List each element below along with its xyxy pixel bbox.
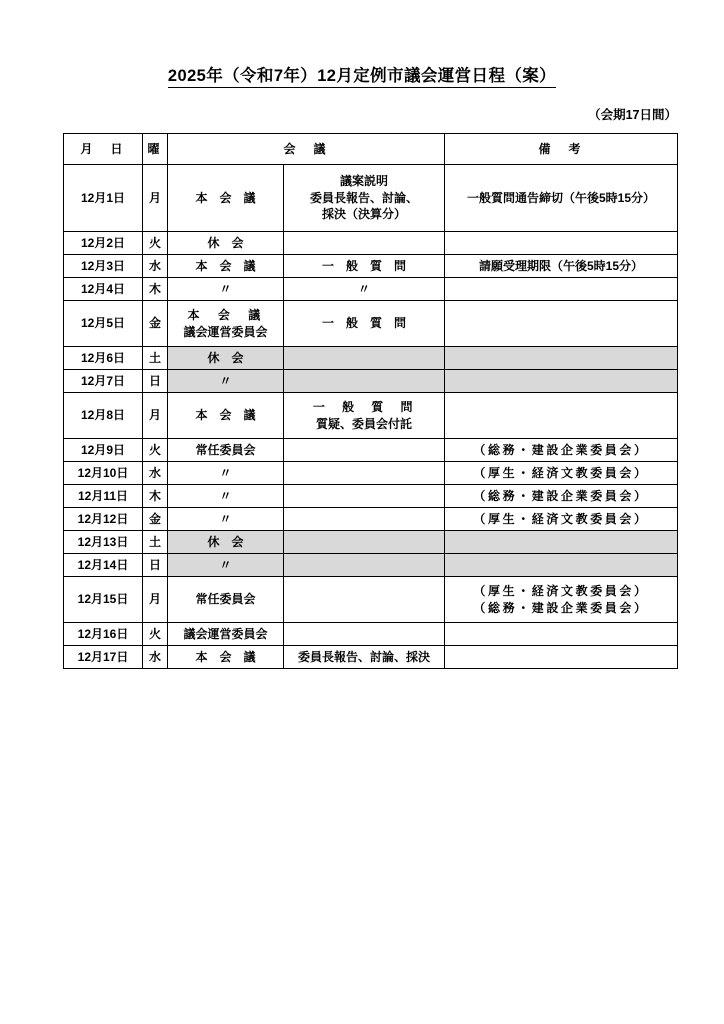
cell-meeting-secondary (284, 485, 445, 508)
table-row (64, 577, 678, 623)
table-row (64, 232, 678, 255)
table-row (64, 347, 678, 370)
cell-remarks: （厚生・経済文教委員会） （総務・建設企業委員会） (445, 577, 678, 623)
cell-meeting-primary: 常任委員会 (168, 577, 284, 623)
cell-day: 金 (143, 508, 168, 531)
cell-remarks (445, 531, 678, 554)
cell-remarks (445, 347, 678, 370)
cell-meeting-secondary (284, 439, 445, 462)
table-row (64, 646, 678, 669)
cell-day: 火 (143, 439, 168, 462)
cell-meeting-primary: 本 会 議 議会運営委員会 (168, 301, 284, 347)
table-row (64, 531, 678, 554)
cell-day: 木 (143, 278, 168, 301)
cell-meeting-secondary (284, 232, 445, 255)
cell-date: 12月6日 (64, 347, 143, 370)
cell-meeting-primary: 休 会 (168, 531, 284, 554)
cell-date: 12月3日 (64, 255, 143, 278)
cell-day: 水 (143, 646, 168, 669)
cell-date: 12月14日 (64, 554, 143, 577)
cell-remarks (445, 301, 678, 347)
session-length-label: （会期17日間） (588, 108, 677, 122)
cell-day: 土 (143, 347, 168, 370)
cell-meeting-primary: 議会運営委員会 (168, 623, 284, 646)
cell-date: 12月11日 (64, 485, 143, 508)
cell-date: 12月4日 (64, 278, 143, 301)
table-header-row (64, 134, 678, 165)
cell-meeting-secondary: 一 般 質 問 質疑、委員会付託 (284, 393, 445, 439)
header-meeting: 会 議 (168, 134, 445, 165)
cell-meeting-primary: 休 会 (168, 232, 284, 255)
cell-meeting-primary: 〃 (168, 485, 284, 508)
cell-day: 水 (143, 255, 168, 278)
cell-meeting-secondary: 委員長報告、討論、採決 (284, 646, 445, 669)
cell-day: 日 (143, 370, 168, 393)
cell-meeting-primary: 〃 (168, 370, 284, 393)
cell-meeting-secondary: 議案説明 委員長報告、討論、 採決（決算分） (284, 165, 445, 232)
cell-meeting-secondary: 一 般 質 問 (284, 255, 445, 278)
cell-meeting-primary: 本 会 議 (168, 393, 284, 439)
cell-meeting-primary: 〃 (168, 508, 284, 531)
header-day: 曜 (143, 134, 168, 165)
assembly-schedule-table (63, 133, 678, 669)
cell-meeting-primary: 〃 (168, 554, 284, 577)
cell-remarks: （厚生・経済文教委員会） (445, 508, 678, 531)
cell-remarks: （総務・建設企業委員会） (445, 439, 678, 462)
table-row (64, 278, 678, 301)
table-row (64, 623, 678, 646)
cell-date: 12月10日 (64, 462, 143, 485)
table-row (64, 554, 678, 577)
cell-remarks (445, 646, 678, 669)
table-row (64, 508, 678, 531)
cell-meeting-primary: 本 会 議 (168, 165, 284, 232)
cell-day: 土 (143, 531, 168, 554)
cell-date: 12月7日 (64, 370, 143, 393)
cell-remarks: （厚生・経済文教委員会） (445, 462, 678, 485)
cell-meeting-primary: 本 会 議 (168, 646, 284, 669)
table-row (64, 165, 678, 232)
header-date: 月 日 (64, 134, 143, 165)
cell-day: 月 (143, 165, 168, 232)
cell-date: 12月2日 (64, 232, 143, 255)
cell-remarks: （総務・建設企業委員会） (445, 485, 678, 508)
cell-remarks (445, 393, 678, 439)
cell-meeting-secondary (284, 462, 445, 485)
cell-date: 12月9日 (64, 439, 143, 462)
cell-date: 12月16日 (64, 623, 143, 646)
cell-meeting-primary: 常任委員会 (168, 439, 284, 462)
cell-remarks: 請願受理期限（午後5時15分） (445, 255, 678, 278)
cell-day: 火 (143, 623, 168, 646)
table-body (64, 165, 678, 669)
cell-day: 日 (143, 554, 168, 577)
cell-meeting-primary: 〃 (168, 462, 284, 485)
cell-date: 12月8日 (64, 393, 143, 439)
cell-date: 12月17日 (64, 646, 143, 669)
cell-day: 月 (143, 393, 168, 439)
cell-day: 火 (143, 232, 168, 255)
cell-date: 12月12日 (64, 508, 143, 531)
cell-day: 木 (143, 485, 168, 508)
cell-meeting-secondary: 〃 (284, 278, 445, 301)
cell-date: 12月15日 (64, 577, 143, 623)
table-row (64, 393, 678, 439)
cell-meeting-primary: 〃 (168, 278, 284, 301)
cell-meeting-secondary (284, 531, 445, 554)
table-row (64, 301, 678, 347)
table-row (64, 439, 678, 462)
cell-meeting-secondary (284, 577, 445, 623)
cell-meeting-secondary (284, 508, 445, 531)
cell-remarks (445, 370, 678, 393)
table-row (64, 485, 678, 508)
table-row (64, 255, 678, 278)
cell-day: 水 (143, 462, 168, 485)
cell-date: 12月1日 (64, 165, 143, 232)
cell-remarks (445, 278, 678, 301)
cell-day: 月 (143, 577, 168, 623)
page-title (0, 62, 724, 86)
cell-date: 12月13日 (64, 531, 143, 554)
cell-remarks (445, 623, 678, 646)
cell-meeting-primary: 本 会 議 (168, 255, 284, 278)
cell-meeting-secondary (284, 623, 445, 646)
cell-date: 12月5日 (64, 301, 143, 347)
cell-remarks (445, 232, 678, 255)
cell-meeting-primary: 休 会 (168, 347, 284, 370)
cell-meeting-secondary (284, 370, 445, 393)
cell-meeting-secondary (284, 554, 445, 577)
header-remarks: 備 考 (445, 134, 678, 165)
cell-meeting-secondary (284, 347, 445, 370)
table-row (64, 462, 678, 485)
page-title-text: 2025年（令和7年）12月定例市議会運営日程（案） (168, 67, 556, 88)
cell-day: 金 (143, 301, 168, 347)
table-row (64, 370, 678, 393)
cell-remarks: 一般質問通告締切（午後5時15分） (445, 165, 678, 232)
cell-meeting-secondary: 一 般 質 問 (284, 301, 445, 347)
cell-remarks (445, 554, 678, 577)
